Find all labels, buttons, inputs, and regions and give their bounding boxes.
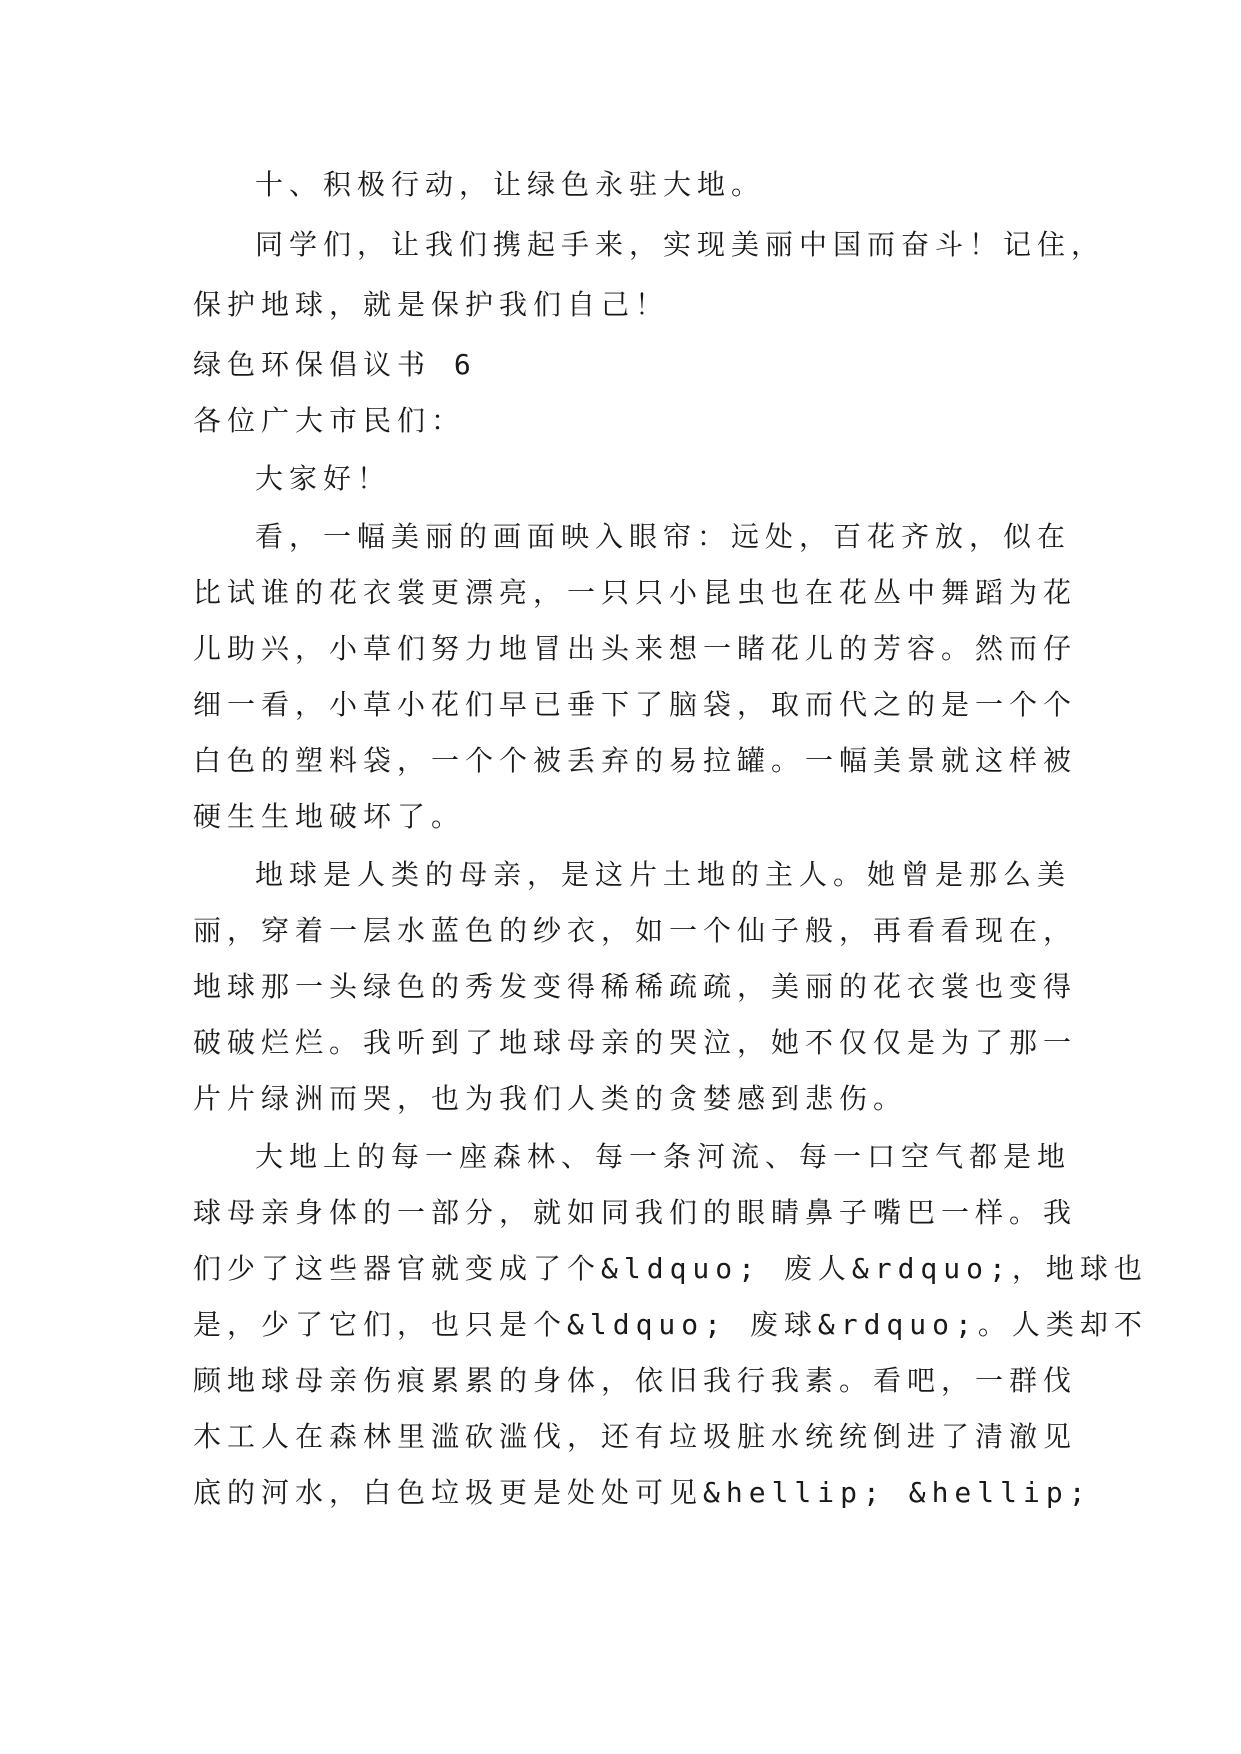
paragraph-line: 破破烂烂。我听到了地球母亲的哭泣，她不仅仅是为了那一 xyxy=(193,1026,1078,1059)
paragraph-line: 看，一幅美丽的画面映入眼帘：远处，百花齐放，似在 xyxy=(255,520,1072,553)
paragraph-line: 片片绿洲而哭，也为我们人类的贪婪感到悲伤。 xyxy=(193,1082,908,1115)
paragraph-line: 顾地球母亲伤痕累累的身体，依旧我行我素。看吧，一群伐 xyxy=(193,1364,1078,1397)
paragraph-line: 同学们，让我们携起手来，实现美丽中国而奋斗！记住， xyxy=(255,228,1106,261)
paragraph-line: 细一看，小草小花们早已垂下了脑袋，取而代之的是一个个 xyxy=(193,688,1078,721)
paragraph-line: 硬生生地破坏了。 xyxy=(193,800,466,833)
salutation: 各位广大市民们： xyxy=(193,404,466,437)
paragraph-line: 是，少了它们，也只是个&ldquo; 废球&rdquo;。人类却不 xyxy=(193,1308,1148,1341)
paragraph-line: 白色的塑料袋，一个个被丢弃的易拉罐。一幅美景就这样被 xyxy=(193,744,1078,777)
paragraph-line: 丽，穿着一层水蓝色的纱衣，如一个仙子般，再看看现在， xyxy=(193,914,1078,947)
paragraph-line: 保护地球，就是保护我们自己！ xyxy=(193,288,670,321)
paragraph-line: 们少了这些器官就变成了个&ldquo; 废人&rdquo;，地球也 xyxy=(193,1252,1148,1285)
paragraph-line: 地球是人类的母亲，是这片土地的主人。她曾是那么美 xyxy=(255,858,1072,891)
paragraph-line: 大地上的每一座森林、每一条河流、每一口空气都是地 xyxy=(255,1140,1072,1173)
paragraph-line: 地球那一头绿色的秀发变得稀稀疏疏，美丽的花衣裳也变得 xyxy=(193,970,1078,1003)
paragraph-line: 球母亲身体的一部分，就如同我们的眼睛鼻子嘴巴一样。我 xyxy=(193,1196,1078,1229)
paragraph-line: 底的河水，白色垃圾更是处处可见&hellip; &hellip; xyxy=(193,1476,1092,1509)
section-heading: 绿色环保倡议书 6 xyxy=(193,348,477,381)
greeting: 大家好！ xyxy=(255,462,392,495)
paragraph-line: 十、积极行动，让绿色永驻大地。 xyxy=(255,168,766,201)
paragraph-line: 木工人在森林里滥砍滥伐，还有垃圾脏水统统倒进了清澈见 xyxy=(193,1420,1078,1453)
paragraph-line: 比试谁的花衣裳更漂亮，一只只小昆虫也在花丛中舞蹈为花 xyxy=(193,576,1078,609)
paragraph-line: 儿助兴，小草们努力地冒出头来想一睹花儿的芳容。然而仔 xyxy=(193,632,1078,665)
